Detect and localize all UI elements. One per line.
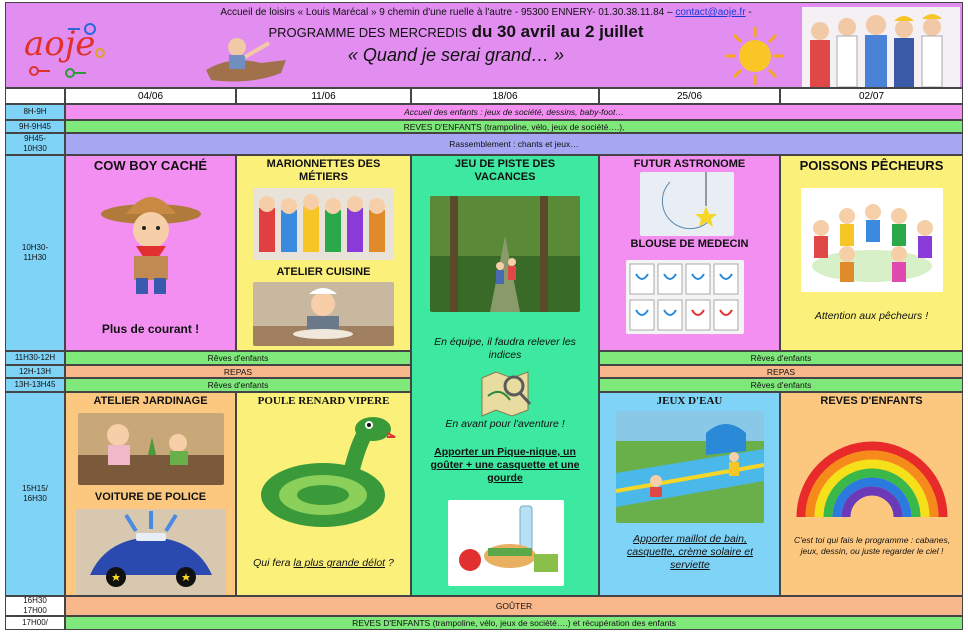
band-reves-final: REVES D'ENFANTS (trampoline, vélo, jeux de société….) et récupération des enfants: [65, 616, 963, 630]
activity-note: En équipe, il faudra relever les indices: [434, 336, 576, 361]
doctor-coats-image: [626, 260, 744, 334]
corner-cell: [5, 88, 65, 104]
activity-poissons-pecheurs: [780, 155, 963, 351]
band-repas-left: REPAS: [65, 365, 411, 378]
band-reves-1130-left: Rêves d'enfants: [65, 351, 411, 365]
band-accueil: [65, 104, 963, 120]
program-theme: « Quand je serai grand… »: [347, 45, 565, 65]
time-10h30-11h30: [5, 155, 65, 351]
water-slide-image: [616, 411, 764, 523]
activity-note: [237, 557, 410, 569]
time-15h15-start: 15H15/: [22, 484, 48, 493]
activity-title: ATELIER JARDINAGE: [93, 395, 208, 407]
note-prefix: Qui fera: [253, 557, 294, 569]
note-suffix: ?: [385, 557, 394, 569]
cowboy-image: [96, 186, 206, 298]
police-car-image: [76, 509, 226, 595]
activity-note-2: En avant pour l'aventure !: [445, 418, 565, 430]
activity-title: POISSONS PÊCHEURS: [799, 158, 944, 173]
activity-title-2: VOITURE DE POLICE: [94, 491, 207, 503]
gardening-image: [78, 413, 224, 485]
activity-title: REVES D'ENFANTS: [820, 395, 923, 407]
address-text: Accueil de loisirs « Louis Marécal » 9 chemin d'une ruelle à l'autre - 95300 ENNERY- 01.30.38.11.84 –: [220, 7, 673, 18]
activity-note: Attention aux pêcheurs !: [814, 310, 929, 322]
address-end: -: [748, 7, 752, 18]
time-15h15-end: 16H30: [23, 494, 47, 503]
program-heading: [176, 22, 736, 44]
band-reves-morning: REVES D'ENFANTS (trampoline, vélo, jeux de société….),: [65, 120, 963, 133]
activity-poule-renard-vipere: [236, 392, 411, 596]
activity-title-2: BLOUSE DE MEDECIN: [630, 238, 749, 250]
date-header-4: 25/06: [599, 88, 780, 104]
activity-note: Plus de courant !: [101, 322, 200, 336]
activity-title: JEUX D'EAU: [656, 395, 723, 407]
activity-astronome-medecin: [599, 155, 780, 351]
activity-title-2: ATELIER CUISINE: [276, 266, 371, 278]
band-reves-13h-left: Rêves d'enfants: [65, 378, 411, 392]
activity-title: FUTUR ASTRONOME: [633, 158, 746, 170]
children-circle-image: [801, 188, 943, 292]
activity-title: POULE RENARD VIPERE: [257, 395, 390, 407]
rainbow-image: [793, 417, 951, 519]
snake-image: [251, 413, 397, 535]
band-accueil-text: Accueil des enfants : jeux de société, dessins, baby-foot…: [404, 107, 624, 117]
program-prefix: PROGRAMME DES MERCREDIS: [268, 25, 468, 40]
date-header-3: 18/06: [411, 88, 599, 104]
time-16h30-17h00: [5, 596, 65, 616]
time-10h30-end: 11H30: [23, 253, 47, 262]
puppets-image: [253, 188, 394, 260]
header-address: [126, 7, 846, 21]
activity-jeu-de-piste: [411, 155, 599, 596]
band-gouter: GOÛTER: [65, 596, 963, 616]
forest-image: [430, 196, 580, 312]
activity-marionnettes-cuisine: [236, 155, 411, 351]
time-10h30-start: 10H30-: [21, 243, 49, 252]
date-header-2: 11/06: [236, 88, 411, 104]
note-link: la plus grande délot: [293, 557, 386, 569]
activity-cowboy-cache: [65, 155, 236, 351]
contact-email-link[interactable]: contact@aoje.fr: [675, 7, 746, 18]
date-header-1: 04/06: [65, 88, 236, 104]
time-11h30-12h: 11H30-12H: [5, 351, 65, 365]
treasure-map-image: [478, 366, 534, 418]
time-9h45-10h30: [5, 133, 65, 155]
activity-note-3: Apporter un Pique-nique, un goûter + une casquette et une gourde: [430, 446, 580, 484]
activity-reves-d-enfants: [780, 392, 963, 596]
time-16h30-end: 17H00: [23, 606, 47, 615]
header-banner: [5, 2, 963, 88]
picnic-image: [448, 500, 564, 586]
time-9h45-end: 10H30: [23, 144, 47, 153]
activity-title: JEU DE PISTE DES VACANCES: [454, 158, 556, 183]
time-13h-13h45: 13H-13H45: [5, 378, 65, 392]
activity-jardinage-police: [65, 392, 236, 596]
activity-note: C'est toi qui fais le programme : cabanes, jeux, dessin, ou juste regarder le ciel !: [793, 535, 951, 556]
moon-star-image: [640, 172, 734, 236]
logo-letters: aoje: [24, 24, 96, 64]
band-reves-1130-right: Rêves d'enfants: [599, 351, 963, 365]
band-reves-13h-right: Rêves d'enfants: [599, 378, 963, 392]
time-12h-13h: 12H-13H: [5, 365, 65, 378]
time-9h45-start: 9H45-: [24, 134, 46, 143]
time-16h30-start: 16H30: [23, 596, 47, 605]
program-dates: du 30 avril au 2 juillet: [471, 22, 644, 41]
band-repas-right: REPAS: [599, 365, 963, 378]
time-9h-9h45: 9H-9H45: [5, 120, 65, 133]
time-15h15-16h30: [5, 392, 65, 596]
date-header-5: 02/07: [780, 88, 963, 104]
aoje-logo: [20, 15, 110, 81]
activity-title: MARIONNETTES DES MÉTIERS: [266, 158, 381, 183]
activity-jeux-d-eau: [599, 392, 780, 596]
activity-title: COW BOY CACHÉ: [93, 158, 208, 173]
activity-note: Apporter maillot de bain, casquette, crème solaire et serviette: [626, 533, 754, 571]
cooking-image: [253, 282, 394, 346]
time-17h00: 17H00/: [5, 616, 65, 630]
band-rassemblement: Rassemblement : chants et jeux…: [65, 133, 963, 155]
time-8h-9h: 8H-9H: [5, 104, 65, 120]
